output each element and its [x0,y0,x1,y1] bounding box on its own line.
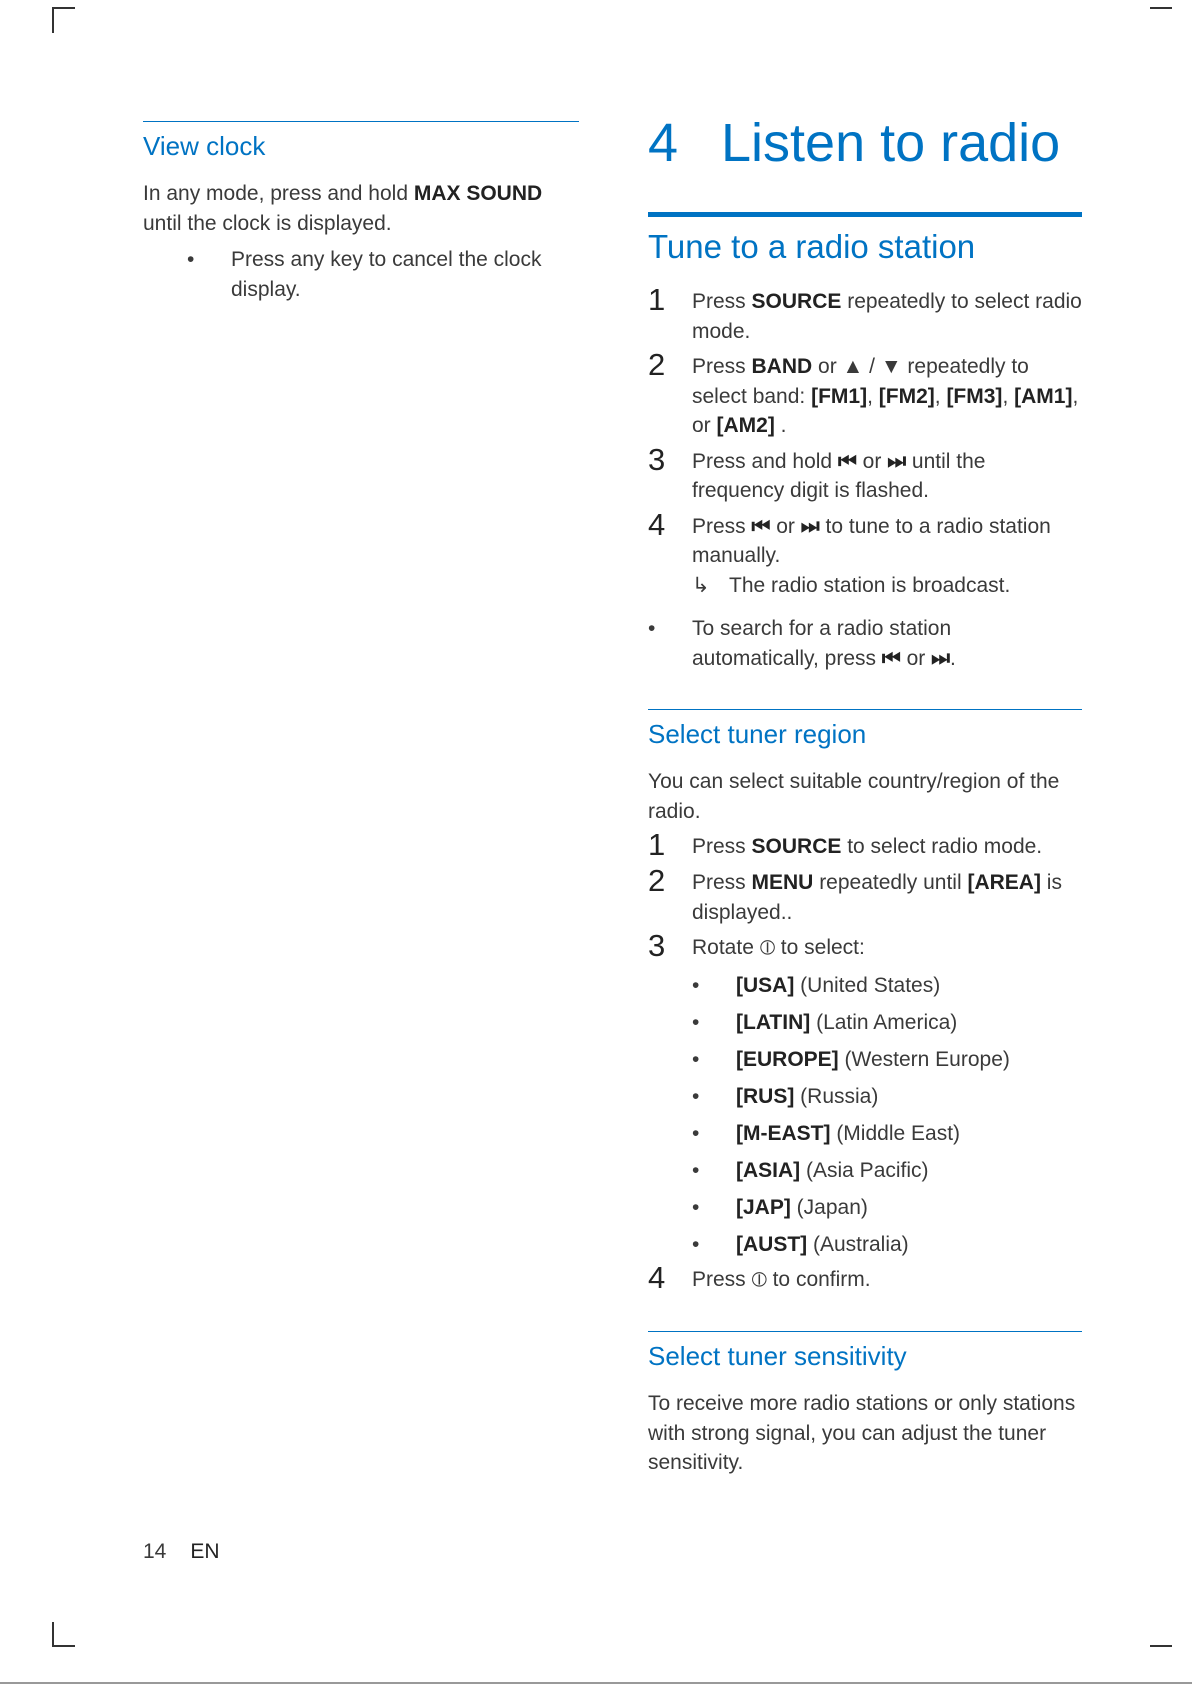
next-icon: ⏭ [931,646,951,670]
region-step-3: 3 Rotate ⦶ to select: [648,928,865,963]
region-step-2: 2 Press MENU repeatedly until [AREA] is displayed.. [648,863,1062,924]
prev-icon: ⏮ [881,646,901,670]
left-column [143,121,579,304]
region-option: • [USA] (United States) [692,973,941,997]
tune-step-4: 4 Press ⏮ or ⏭ to tune to a radio station manually. ↳ The radio station is broadcast. [648,512,1082,601]
region-heading: Select tuner region [648,719,867,749]
region-step-4: 4 Press ⦶ to confirm. [648,1260,871,1295]
page-footer [143,1540,220,1564]
page-number: 14 [143,1540,167,1563]
section-rule [648,212,1082,217]
section-rule [143,121,579,122]
region-option: • [M-EAST] (Middle East) [692,1121,961,1145]
knob-icon: ⦶ [759,936,775,959]
crop-mark [52,1645,75,1647]
tune-step-1: 1 Press SOURCE repeatedly to select radio mode. [648,282,1082,343]
prev-icon: ⏮ [837,449,857,473]
region-option: • [JAP] (Japan) [692,1195,868,1219]
tune-heading: Tune to a radio station [648,228,976,265]
view-clock-bullet: • Press any key to cancel the clock display. [187,248,542,301]
sensitivity-heading: Select tuner sensitivity [648,1341,907,1371]
result-arrow-icon: ↳ [692,573,710,597]
region-option: • [RUS] (Russia) [692,1084,879,1108]
crop-mark [52,7,54,33]
chapter-heading: Listen to radio [721,113,1061,173]
region-option: • [ASIA] (Asia Pacific) [692,1158,929,1182]
knob-icon: ⦶ [751,1268,767,1291]
region-option: • [LATIN] (Latin America) [692,1010,958,1034]
crop-mark [52,7,75,9]
sensitivity-text: To receive more radio stations or only stations with strong signal, you can adjust the tuner sensitivity. [648,1392,1076,1474]
tune-step-3: 3 Press and hold ⏮ or ⏭ until the frequency digit is flashed. [648,441,986,502]
view-clock-text: In any mode, press and hold MAX SOUND until the clock is displayed. [143,182,543,235]
section-rule [648,1331,1082,1332]
bottom-line [0,1682,1192,1684]
next-icon: ⏭ [887,449,907,473]
region-intro: You can select suitable country/region of the radio. [648,770,1060,823]
crop-mark [1150,1645,1172,1647]
right-column [648,108,1082,1478]
tune-auto-bullet: • To search for a radio station automatically, press ⏮ or ⏭. [648,617,956,670]
region-step-1: 1 Press SOURCE to select radio mode. [648,827,1043,862]
section-rule [648,709,1082,710]
next-icon: ⏭ [800,514,820,538]
region-option: • [AUST] (Australia) [692,1232,909,1256]
region-option: • [EUROPE] (Western Europe) [692,1047,1010,1071]
chapter-number: 4 [648,113,679,173]
chapter-title [648,108,1082,178]
tune-step-2: 2 Press BAND or ▲ / ▼ repeatedly to select band: [FM1], [FM2], [FM3], [AM1], or [AM2] . [648,347,1079,437]
language-code: EN [190,1540,220,1563]
tune-step-4-result: ↳ The radio station is broadcast. [692,571,1082,601]
prev-icon: ⏮ [751,514,771,538]
view-clock-heading: View clock [143,131,266,161]
crop-mark [52,1622,54,1645]
crop-mark [1150,7,1172,9]
